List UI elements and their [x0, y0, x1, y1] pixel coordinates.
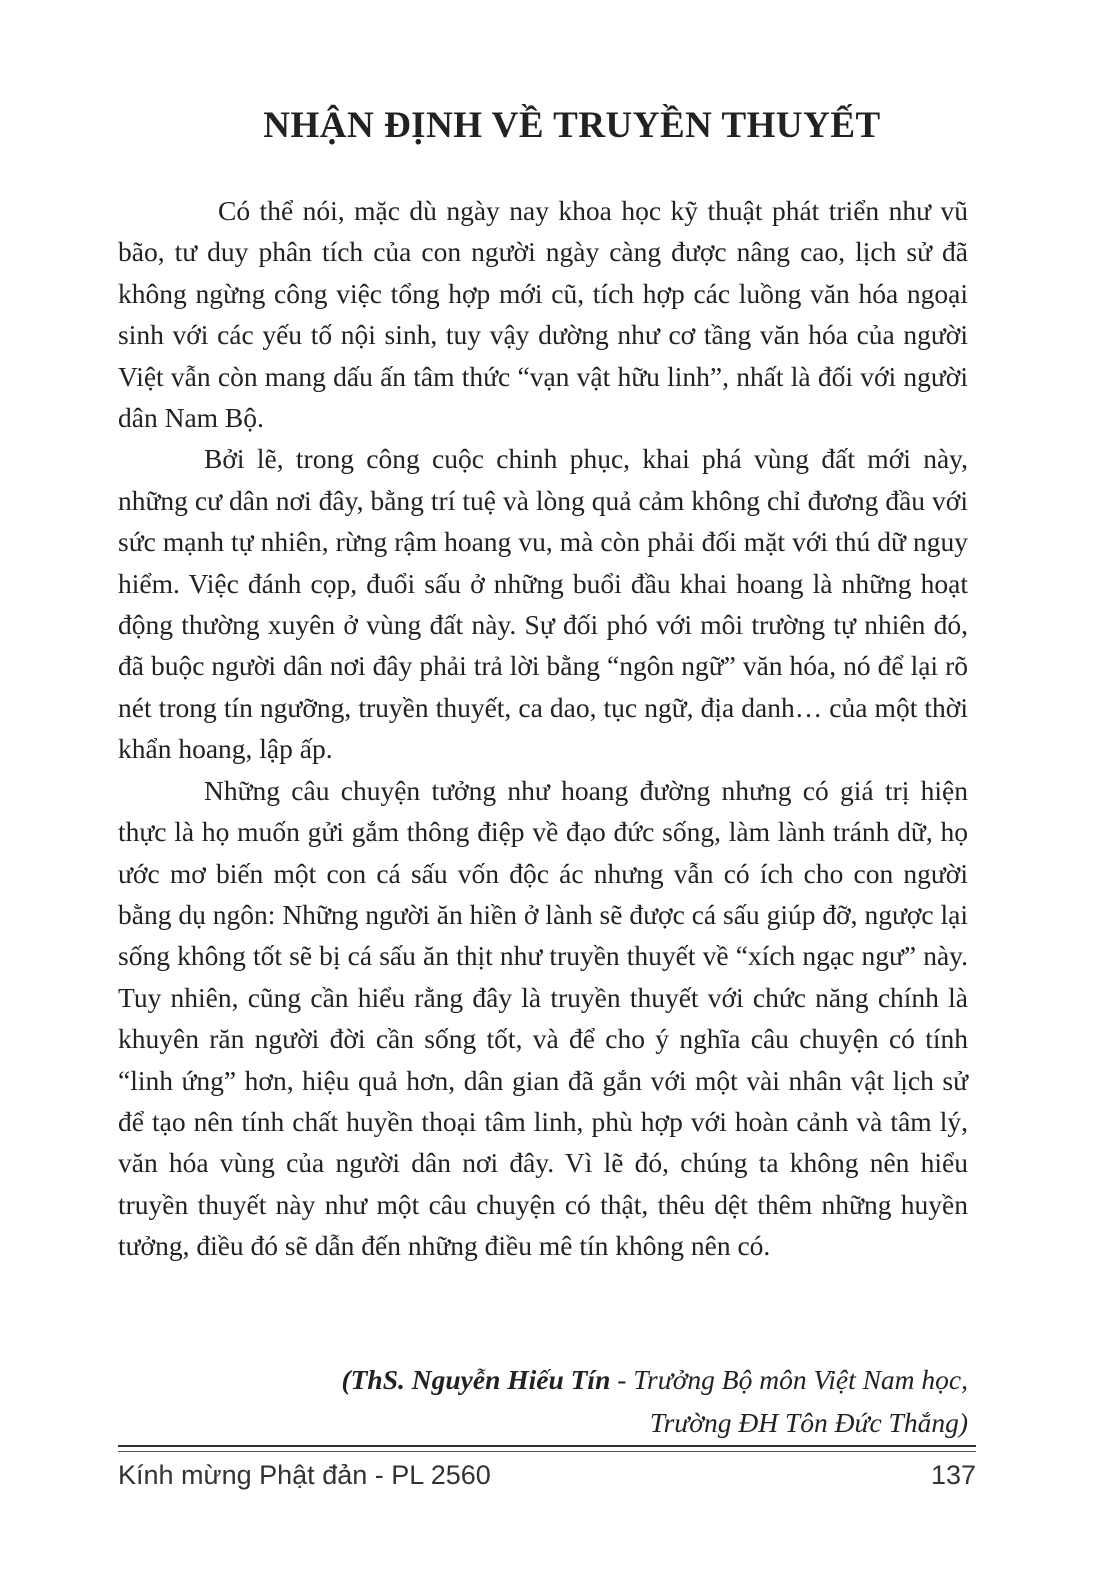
footer-running-title: Kính mừng Phật đản - PL 2560 — [118, 1460, 491, 1490]
attribution-role: - Trưởng Bộ môn Việt Nam học, — [610, 1364, 968, 1395]
paragraph-2: Bởi lẽ, trong công cuộc chinh phục, khai phá vùng đất mới này, những cư dân nơi đây, bằng trí tuệ và lòng quả cảm không chỉ đương đầu với sức mạnh tự nhiên, rừng rậm hoang vu, mà còn phải đối mặt với thú dữ nguy hiểm. Việc đánh cọp, đuổi sấu ở những buổi đầu khai hoang là những hoạt động thường xuyên ở vùng đất này. Sự đối phó với môi trường tự nhiên đó, đã buộc người dân nơi đây phải trả lời bằng “ngôn ngữ” văn hóa, nó để lại rõ nét trong tín ngưỡng, truyền thuyết, ca dao, tục ngữ, địa danh… của một thời khẩn hoang, lập ấp. — [118, 443, 968, 765]
page-title: NHẬN ĐỊNH VỀ TRUYỀN THUYẾT — [263, 105, 881, 146]
paragraph-1: Có thể nói, mặc dù ngày nay khoa học kỹ thuật phát triển như vũ bão, tư duy phân tích của con người ngày càng được nâng cao, lịch sử đã không ngừng công việc tổng hợp mới cũ, tích hợp các luồng văn hóa ngoại sinh với các yếu tố nội sinh, tuy vậy dường như cơ tầng văn hóa của người Việt vẫn còn mang dấu ấn tâm thức “vạn vật hữu linh”, nhất là đối với người dân Nam Bộ. — [118, 195, 968, 434]
attribution — [208, 1358, 968, 1444]
footer-divider-thin — [118, 1451, 976, 1452]
paragraph-3: Những câu chuyện tưởng như hoang đường nhưng có giá trị hiện thực là họ muốn gửi gắm thông điệp về đạo đức sống, làm lành tránh dữ, họ ước mơ biến một con cá sấu vốn độc ác nhưng vẫn có ích cho con người bằng dụ ngôn: Những người ăn hiền ở lành sẽ được cá sấu giúp đỡ, ngược lại sống không tốt sẽ bị cá sấu ăn thịt như truyền thuyết về “xích ngạc ngư” này. Tuy nhiên, cũng cần hiểu rằng đây là truyền thuyết với chức năng chính là khuyên răn người đời cần sống tốt, và để cho ý nghĩa câu chuyện có tính “linh ứng” hơn, hiệu quả hơn, dân gian đã gắn với một vài nhân vật lịch sử để tạo nên tính chất huyền thoại tâm linh, phù hợp với hoàn cảnh và tâm lý, văn hóa vùng của người dân nơi đây. Vì lẽ đó, chúng ta không nên hiểu truyền thuyết này như một câu chuyện có thật, thêu dệt thêm những huyền tưởng, điều đó sẽ dẫn đến những điều mê tín không nên có. — [118, 774, 968, 1262]
page-number: 137 — [930, 1460, 976, 1490]
attribution-author: (ThS. Nguyễn Hiếu Tín — [341, 1364, 611, 1395]
attribution-line-1 — [208, 1358, 968, 1401]
article-body — [118, 190, 968, 1267]
footer-divider-thick — [118, 1445, 976, 1447]
attribution-institution: Trường ĐH Tôn Đức Thắng) — [649, 1407, 968, 1438]
